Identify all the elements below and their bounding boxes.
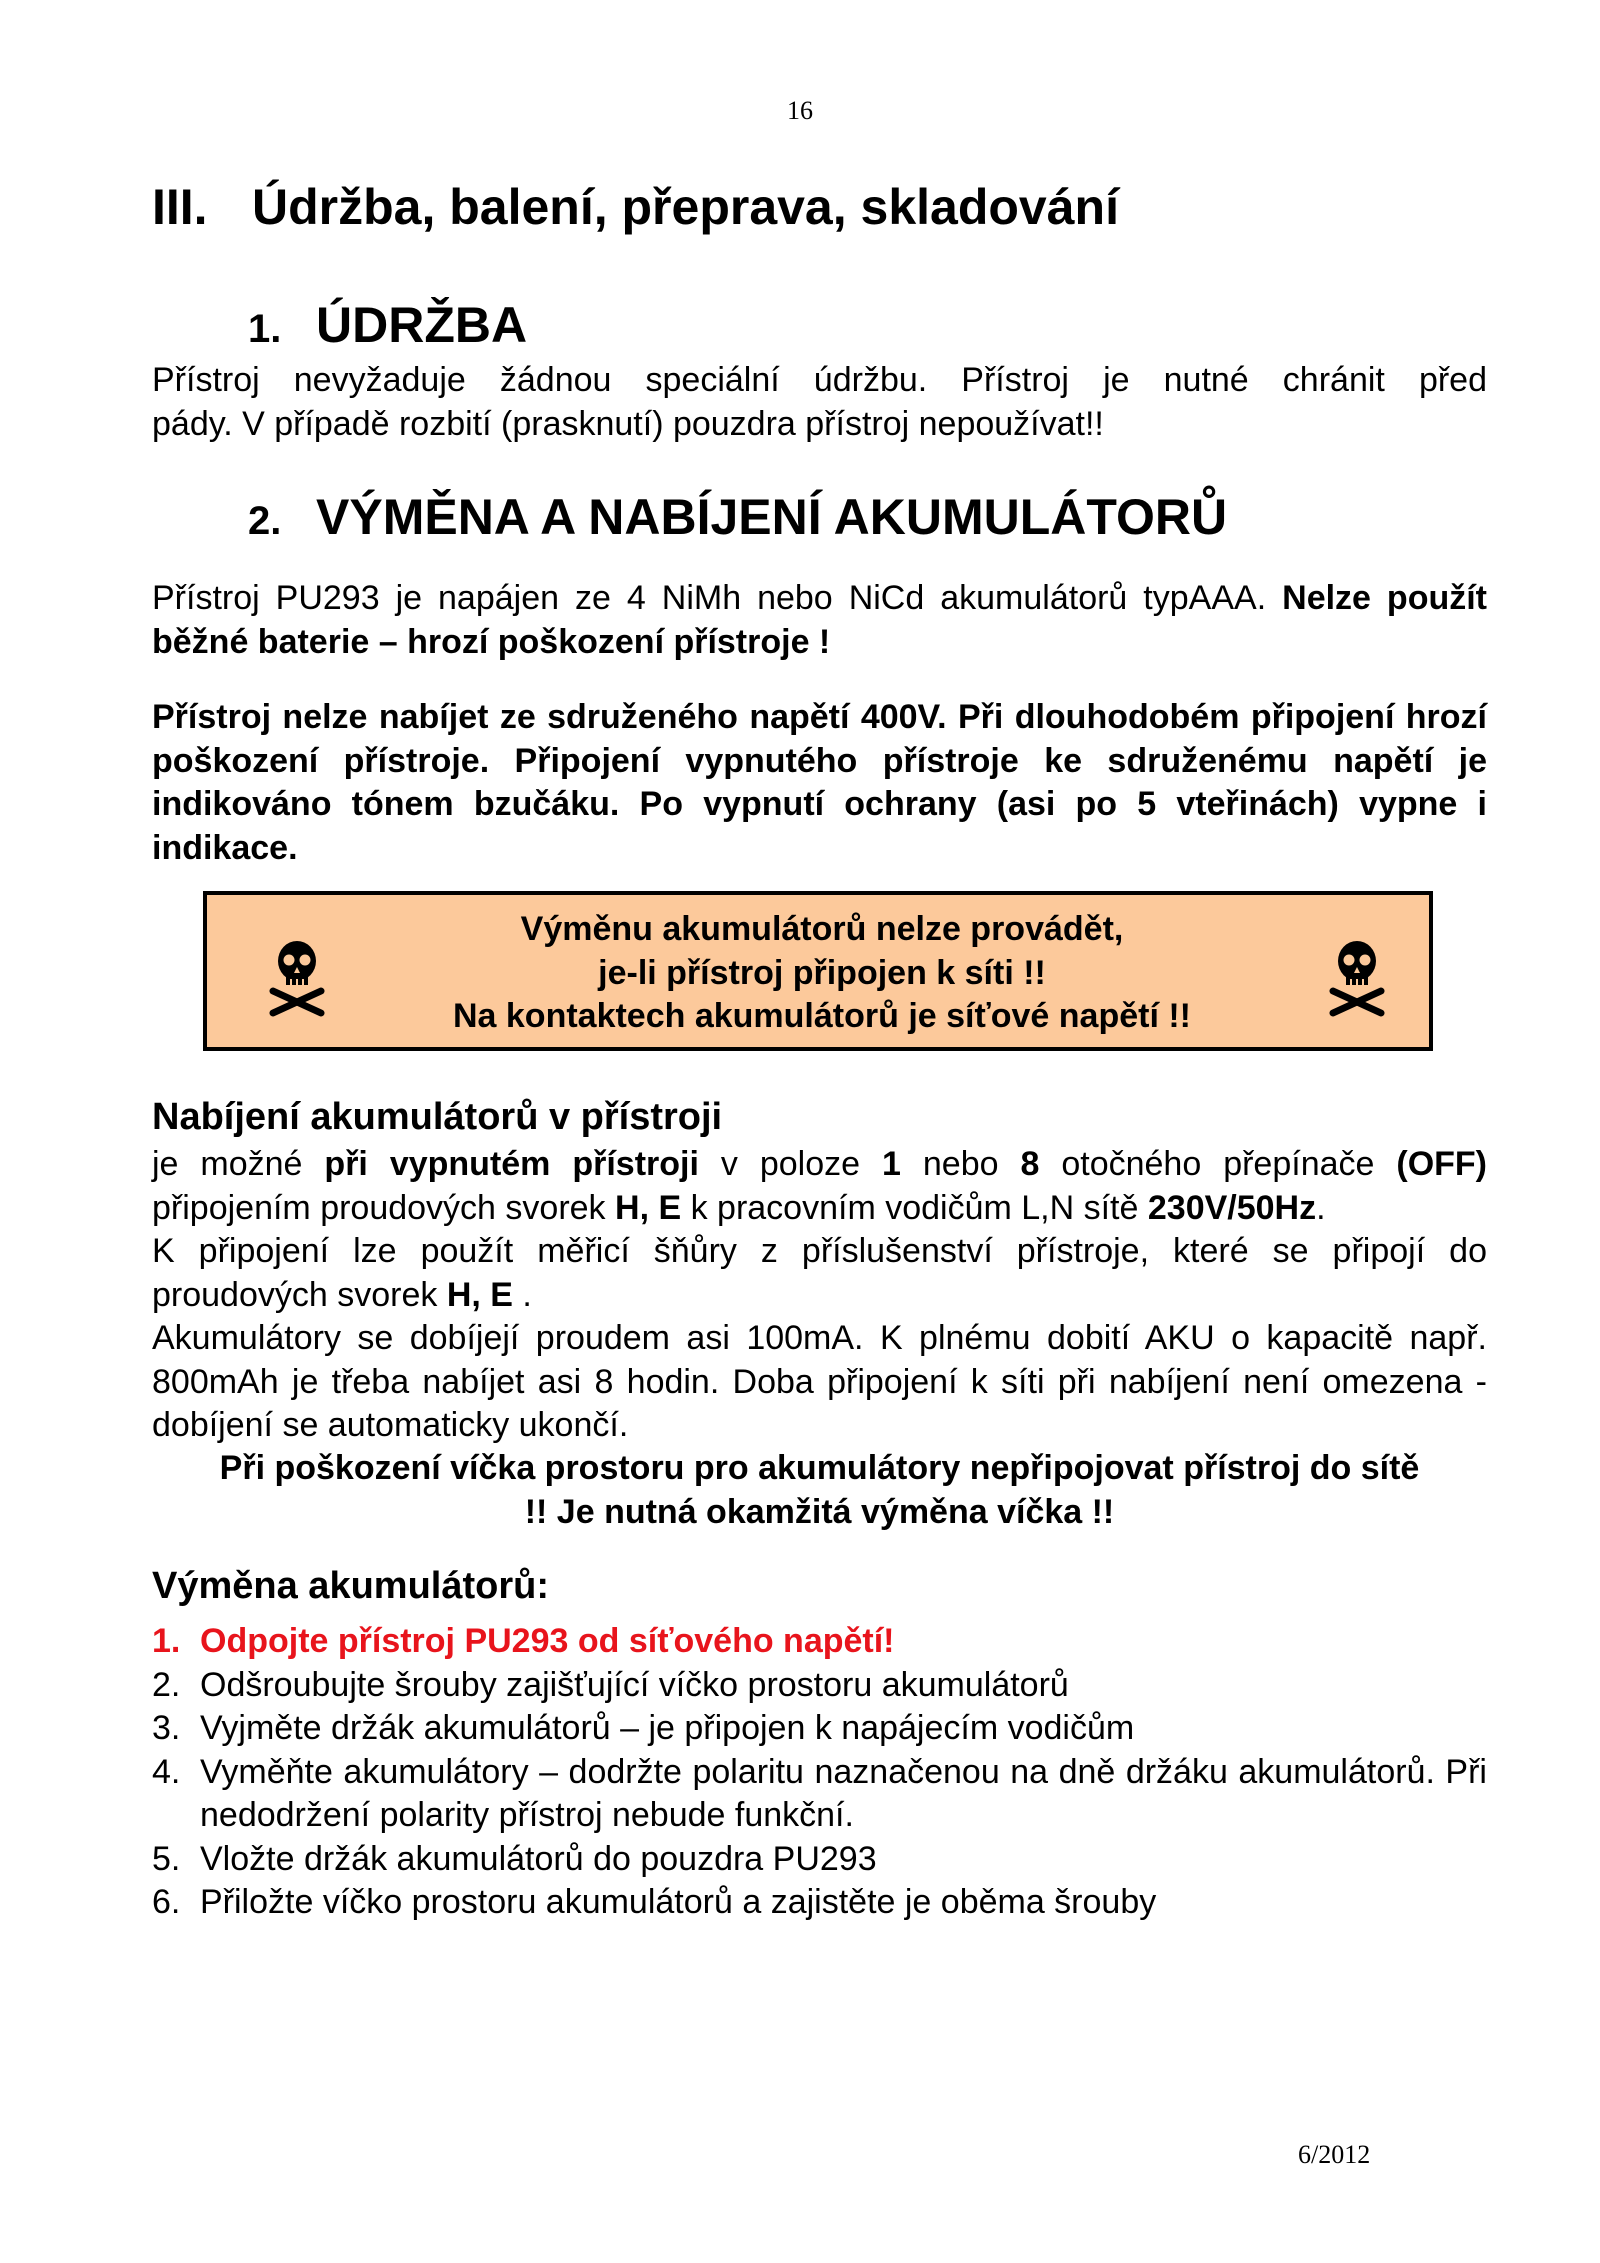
step-number: 4. [152,1752,181,1791]
step-text: Vložte držák akumulátorů do pouzdra PU293 [200,1839,877,1878]
warning-line-3: Na kontaktech akumulátorů je síťové napětí !! [452,997,1192,1035]
list-item [152,1751,1487,1838]
warning-box [203,891,1433,1051]
step-text: Vyměňte akumulátory – dodržte polaritu naznačenou na dně držáku akumulátorů. Při nedodržení polarity přístroj nebude funkční. [200,1752,1487,1834]
section-heading-maintenance [248,296,527,354]
page-number: 16 [787,96,813,125]
maintenance-line-2: pády. V případě rozbití (prasknutí) pouzdra přístroj nepoužívat!! [152,404,1104,443]
section-number: 2. [248,499,282,543]
text: K připojení lze použít měřicí šňůry z příslušenství přístroje, které se připojí do proudových svorek [152,1232,1487,1314]
battery-intro-warning: Nelze použít běžné baterie – hrozí poškození přístroje ! [152,579,1488,661]
skull-crossbones-icon [1327,937,1387,1017]
list-item [152,1881,1487,1925]
emphasis: H, E [446,1275,513,1314]
footer-date: 6/2012 [1298,2140,1371,2169]
charging-paragraph-2 [152,1230,1487,1317]
warning-line-2: je-li přístroj připojen k síti !! [598,953,1046,992]
step-text: Odpojte přístroj PU293 od síťového napětí! [200,1622,895,1660]
list-item [152,1707,1487,1751]
text: otočného přepínače [1039,1145,1397,1183]
text: připojením proudových svorek [152,1188,616,1227]
lid-warning-line-1: Při poškození víčka prostoru pro akumulátory nepřipojovat přístroj do sítě [219,1449,1420,1487]
chapter-number: III. [152,179,208,235]
emphasis: H, E [615,1188,682,1227]
section-title: ÚDRŽBA [316,297,528,353]
step-text: Vyjměte držák akumulátorů – je připojen k napájecím vodičům [200,1709,1135,1747]
emphasis: při vypnutém přístroji [324,1145,699,1183]
voltage-warning-paragraph: Přístroj nelze nabíjet ze sdruženého napětí 400V. Při dlouhodobém připojení hrozí poškození přístroje. Připojení vypnutého přístroje ke sdruženému napětí je indikováno tónem bzučáku. Po vypnutí ochrany (asi po 5 vteřinách) vypne i indikace. [152,698,1487,867]
lid-warning-line-2: !! Je nutná okamžitá výměna víčka !! [524,1492,1115,1531]
charging-heading: Nabíjení akumulátorů v přístroji [152,1096,723,1138]
emphasis: 1 [882,1145,901,1183]
battery-intro-text: Přístroj PU293 je napájen ze 4 NiMh nebo NiCd akumulátorů typAAA. [152,579,1267,617]
chapter-title: Údržba, balení, přeprava, skladování [252,179,1119,235]
text: . [1316,1188,1326,1227]
battery-intro-paragraph [152,577,1487,664]
section-heading-battery [248,488,1227,546]
section-number: 1. [248,307,282,351]
maintenance-paragraph [152,359,1487,446]
step-number: 2. [152,1665,181,1704]
text: v poloze [698,1145,882,1183]
emphasis: 8 [1020,1145,1040,1183]
text: . [512,1275,532,1314]
step-text: Odšroubujte šrouby zajišťující víčko prostoru akumulátorů [200,1665,1069,1704]
list-item [152,1838,1487,1882]
section-title: VÝMĚNA A NABÍJENÍ AKUMULÁTORŮ [316,489,1228,545]
text: nebo [900,1145,1021,1183]
step-number: 6. [152,1883,181,1921]
emphasis: 230V/50Hz [1147,1188,1317,1227]
text: je možné [152,1145,325,1183]
step-number: 5. [152,1839,181,1878]
text: k pracovním vodičům L,N sítě [681,1188,1148,1227]
warning-line-1: Výměnu akumulátorů nelze provádět, [520,910,1124,948]
charging-paragraph-1 [152,1143,1487,1230]
list-item [152,1664,1487,1708]
replacement-steps-list [152,1620,1487,1925]
warning-text [307,908,1337,1039]
chapter-heading [152,178,1119,236]
charging-paragraph-3: Akumulátory se dobíjejí proudem asi 100mA. K plnému dobití AKU o kapacitě např. 800mAh je třeba nabíjet asi 8 hodin. Doba připojení k síti při nabíjení není omezena - dobíjení se automaticky ukončí. [152,1319,1487,1444]
step-number: 3. [152,1709,181,1747]
step-text: Přiložte víčko prostoru akumulátorů a zajistěte je oběma šrouby [200,1883,1157,1921]
list-item [152,1620,1487,1664]
maintenance-line-1: Přístroj nevyžaduje žádnou speciální údržbu. Přístroj je nutné chránit před [152,361,1487,399]
lid-damage-warning [152,1447,1487,1534]
replacement-heading: Výměna akumulátorů: [152,1565,549,1607]
emphasis: (OFF) [1396,1145,1488,1183]
step-number: 1. [152,1622,181,1660]
